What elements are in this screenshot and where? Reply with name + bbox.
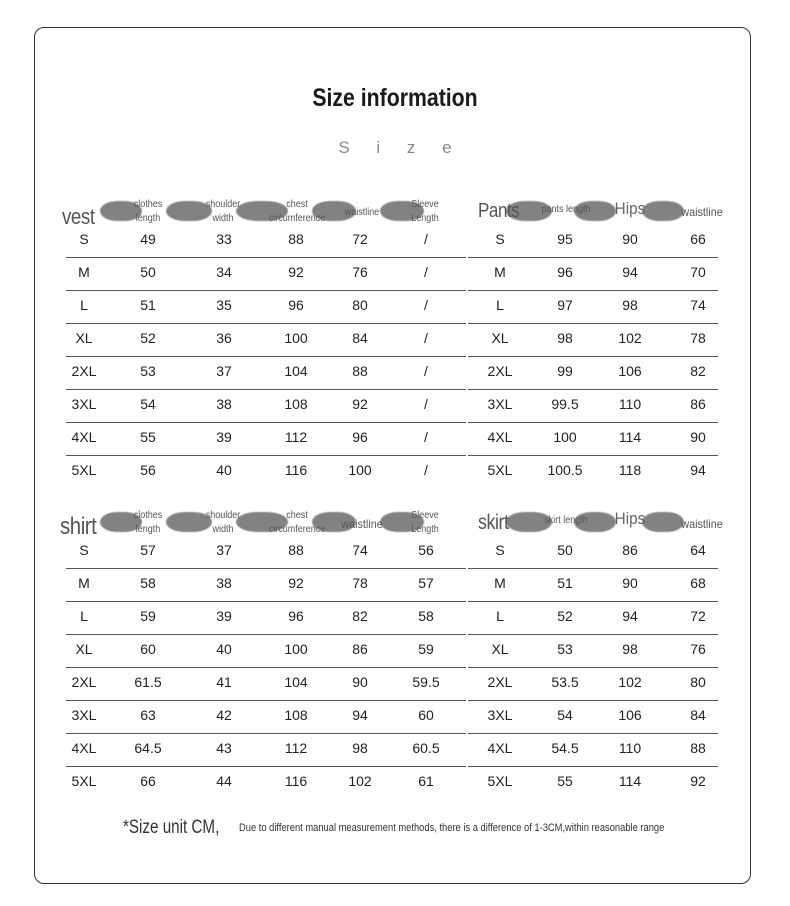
size-cell: 4XL (71, 740, 97, 756)
column-header: shoulder width (205, 510, 241, 535)
measurement-cell: 74 (690, 297, 706, 313)
measurement-cell: 50 (557, 542, 573, 558)
measurement-cell: 94 (622, 264, 638, 280)
measurement-cell: 60 (140, 641, 156, 657)
size-cell: 5XL (71, 462, 97, 478)
table-row (468, 634, 718, 668)
measurement-cell: 99.5 (551, 396, 579, 412)
size-cell: 2XL (71, 363, 97, 379)
table-row (66, 700, 466, 734)
measurement-cell: 114 (618, 429, 642, 445)
table-row (66, 535, 466, 569)
measurement-cell: / (424, 231, 428, 247)
size-cell: 3XL (71, 707, 97, 723)
measurement-cell: 104 (284, 674, 308, 690)
measurement-cell: 94 (690, 462, 706, 478)
measurement-cell: 56 (140, 462, 156, 478)
table-row (66, 733, 466, 767)
column-header: chest circumference (268, 510, 326, 535)
measurement-cell: 100 (553, 429, 577, 445)
measurement-cell: 106 (618, 363, 642, 379)
measurement-cell: 90 (352, 674, 368, 690)
measurement-cell: 82 (352, 608, 368, 624)
measurement-cell: 100 (284, 641, 308, 657)
measurement-cell: 42 (216, 707, 232, 723)
measurement-cell: 36 (216, 330, 232, 346)
measurement-cell: 66 (140, 773, 156, 789)
size-cell: 5XL (487, 773, 513, 789)
measurement-cell: 41 (216, 674, 232, 690)
size-cell: S (495, 542, 505, 558)
measurement-cell: 88 (690, 740, 706, 756)
measurement-cell: 58 (140, 575, 156, 591)
measurement-cell: 53.5 (551, 674, 579, 690)
measurement-cell: 98 (352, 740, 368, 756)
table-row (468, 356, 718, 390)
measurement-cell: 78 (690, 330, 706, 346)
measurement-cell: 94 (352, 707, 368, 723)
size-cell: XL (75, 641, 93, 657)
column-header: chest circumference (268, 199, 326, 224)
table-row (66, 568, 466, 602)
table-row (66, 224, 466, 258)
measurement-cell: 86 (690, 396, 706, 412)
measurement-cell: 60.5 (412, 740, 440, 756)
measurement-cell: 78 (352, 575, 368, 591)
measurement-cell: 38 (216, 575, 232, 591)
measurement-cell: 99 (557, 363, 573, 379)
table-row (468, 601, 718, 635)
measurement-cell: 35 (216, 297, 232, 313)
measurement-cell: / (424, 429, 428, 445)
measurement-cell: 86 (352, 641, 368, 657)
size-cell: M (78, 264, 90, 280)
measurement-cell: 57 (140, 542, 156, 558)
table-row (66, 455, 466, 488)
table-row (468, 323, 718, 357)
measurement-cell: / (424, 297, 428, 313)
page-subtitle: S i z e (338, 138, 463, 157)
size-cell: L (496, 608, 504, 624)
measurement-cell: 104 (284, 363, 308, 379)
table-row (468, 257, 718, 291)
measurement-cell: 74 (352, 542, 368, 558)
table-row (468, 290, 718, 324)
measurement-cell: 112 (284, 429, 308, 445)
measurement-cell: 86 (622, 542, 638, 558)
measurement-cell: 100.5 (547, 462, 583, 478)
measurement-cell: 33 (216, 231, 232, 247)
measurement-cell: 98 (622, 297, 638, 313)
measurement-cell: 57 (418, 575, 434, 591)
measurement-cell: 52 (557, 608, 573, 624)
size-cell: 3XL (487, 707, 513, 723)
measurement-cell: / (424, 264, 428, 280)
measurement-cell: 94 (622, 608, 638, 624)
measurement-cell: 100 (284, 330, 308, 346)
measurement-cell: 39 (216, 429, 232, 445)
table-row (468, 700, 718, 734)
measurement-cell: 102 (618, 330, 642, 346)
size-cell: XL (75, 330, 93, 346)
measurement-cell: 90 (690, 429, 706, 445)
measurement-cell: 95 (557, 231, 573, 247)
size-cell: 2XL (71, 674, 97, 690)
size-cell: 3XL (71, 396, 97, 412)
measurement-cell: 64 (690, 542, 706, 558)
measurement-cell: / (424, 396, 428, 412)
measurement-cell: 84 (690, 707, 706, 723)
measurement-cell: 112 (284, 740, 308, 756)
measurement-cell: 118 (618, 462, 642, 478)
column-header: waistline (681, 517, 723, 531)
table-row (468, 422, 718, 456)
size-cell: S (79, 231, 89, 247)
measurement-cell: 39 (216, 608, 232, 624)
table-row (468, 568, 718, 602)
column-header: pants length (541, 204, 591, 215)
measurement-cell: 106 (618, 707, 642, 723)
category-label: Pants (478, 200, 520, 222)
size-cell: M (494, 264, 506, 280)
measurement-cell: 88 (288, 542, 304, 558)
size-cell: M (494, 575, 506, 591)
table-row (66, 290, 466, 324)
size-cell: 2XL (487, 363, 513, 379)
size-cell: M (78, 575, 90, 591)
column-header: waistline (681, 205, 723, 219)
measurement-cell: 88 (288, 231, 304, 247)
measurement-cell: 54.5 (551, 740, 579, 756)
measurement-cell: 66 (690, 231, 706, 247)
table-row (468, 455, 718, 488)
category-label: skirt (478, 511, 509, 534)
measurement-cell: 76 (690, 641, 706, 657)
table-row (66, 389, 466, 423)
size-cell: 5XL (487, 462, 513, 478)
size-cell: S (79, 542, 89, 558)
measurement-cell: 116 (284, 462, 308, 478)
measurement-cell: 76 (352, 264, 368, 280)
column-header: skirt length (544, 515, 588, 526)
measurement-cell: / (424, 462, 428, 478)
measurement-cell: 100 (348, 462, 372, 478)
column-header: waistline (341, 517, 383, 531)
measurement-cell: 52 (140, 330, 156, 346)
size-cell: L (496, 297, 504, 313)
size-cell: 3XL (487, 396, 513, 412)
measurement-cell: 38 (216, 396, 232, 412)
measurement-cell: 80 (352, 297, 368, 313)
measurement-cell: 92 (288, 264, 304, 280)
measurement-cell: 59 (140, 608, 156, 624)
measurement-cell: 90 (622, 575, 638, 591)
measurement-cell: 96 (288, 297, 304, 313)
category-label: vest (62, 204, 95, 229)
size-cell: 2XL (487, 674, 513, 690)
size-cell: 4XL (71, 429, 97, 445)
column-header: Sleeve Length (411, 199, 439, 224)
measurement-cell: 50 (140, 264, 156, 280)
measurement-cell: 53 (140, 363, 156, 379)
measurement-cell: / (424, 363, 428, 379)
measurement-cell: 108 (284, 707, 308, 723)
measurement-cell: 92 (352, 396, 368, 412)
column-header: Hips (614, 199, 646, 218)
column-header: clothes length (133, 510, 163, 535)
measurement-cell: 43 (216, 740, 232, 756)
measurement-cell: 108 (284, 396, 308, 412)
measurement-cell: / (424, 330, 428, 346)
measurement-cell: 44 (216, 773, 232, 789)
size-cell: L (80, 608, 88, 624)
column-header: Hips (614, 509, 646, 528)
measurement-cell: 55 (140, 429, 156, 445)
measurement-cell: 54 (140, 396, 156, 412)
measurement-cell: 98 (622, 641, 638, 657)
measurement-cell: 53 (557, 641, 573, 657)
measurement-cell: 61.5 (134, 674, 162, 690)
measurement-cell: 56 (418, 542, 434, 558)
size-cell: 5XL (71, 773, 97, 789)
measurement-cell: 72 (352, 231, 368, 247)
column-header: Sleeve Length (411, 510, 439, 535)
measurement-cell: 59 (418, 641, 434, 657)
size-cell: XL (491, 330, 509, 346)
table-row (468, 389, 718, 423)
table-row (468, 733, 718, 767)
measurement-cell: 68 (690, 575, 706, 591)
measurement-cell: 92 (288, 575, 304, 591)
column-header: clothes length (133, 199, 163, 224)
table-row (66, 356, 466, 390)
measurement-note: Due to different manual measurement methods, there is a difference of 1-3CM,within reasonable range (239, 822, 665, 834)
category-label: shirt (60, 513, 97, 540)
measurement-cell: 96 (352, 429, 368, 445)
table-row (66, 422, 466, 456)
table-row (66, 634, 466, 668)
measurement-cell: 84 (352, 330, 368, 346)
size-cell: 4XL (487, 429, 513, 445)
measurement-cell: 64.5 (134, 740, 162, 756)
measurement-cell: 40 (216, 462, 232, 478)
table-row (468, 535, 718, 569)
measurement-cell: 34 (216, 264, 232, 280)
table-row (468, 224, 718, 258)
measurement-cell: 51 (557, 575, 573, 591)
size-cell: L (80, 297, 88, 313)
measurement-cell: 114 (618, 773, 642, 789)
measurement-cell: 98 (557, 330, 573, 346)
measurement-cell: 96 (557, 264, 573, 280)
table-row (66, 323, 466, 357)
measurement-cell: 116 (284, 773, 308, 789)
size-cell: 4XL (487, 740, 513, 756)
measurement-cell: 88 (352, 363, 368, 379)
measurement-cell: 92 (690, 773, 706, 789)
measurement-cell: 61 (418, 773, 434, 789)
measurement-cell: 58 (418, 608, 434, 624)
column-header: shoulder width (205, 199, 241, 224)
measurement-cell: 90 (622, 231, 638, 247)
table-row (66, 601, 466, 635)
column-header: waistline (344, 207, 380, 218)
table-row (468, 766, 718, 799)
measurement-cell: 55 (557, 773, 573, 789)
table-row (468, 667, 718, 701)
page-title: Size information (312, 84, 478, 112)
measurement-cell: 70 (690, 264, 706, 280)
measurement-cell: 59.5 (412, 674, 440, 690)
measurement-cell: 37 (216, 542, 232, 558)
measurement-cell: 51 (140, 297, 156, 313)
measurement-cell: 82 (690, 363, 706, 379)
measurement-cell: 80 (690, 674, 706, 690)
table-row (66, 766, 466, 799)
measurement-cell: 102 (348, 773, 372, 789)
table-row (66, 257, 466, 291)
measurement-cell: 72 (690, 608, 706, 624)
measurement-cell: 96 (288, 608, 304, 624)
measurement-cell: 49 (140, 231, 156, 247)
measurement-cell: 37 (216, 363, 232, 379)
size-unit-note: *Size unit CM, (123, 817, 220, 838)
measurement-cell: 54 (557, 707, 573, 723)
measurement-cell: 63 (140, 707, 156, 723)
measurement-cell: 110 (618, 396, 642, 412)
measurement-cell: 40 (216, 641, 232, 657)
measurement-cell: 60 (418, 707, 434, 723)
size-cell: S (495, 231, 505, 247)
measurement-cell: 97 (557, 297, 573, 313)
measurement-cell: 102 (618, 674, 642, 690)
measurement-cell: 110 (618, 740, 642, 756)
table-row (66, 667, 466, 701)
size-cell: XL (491, 641, 509, 657)
